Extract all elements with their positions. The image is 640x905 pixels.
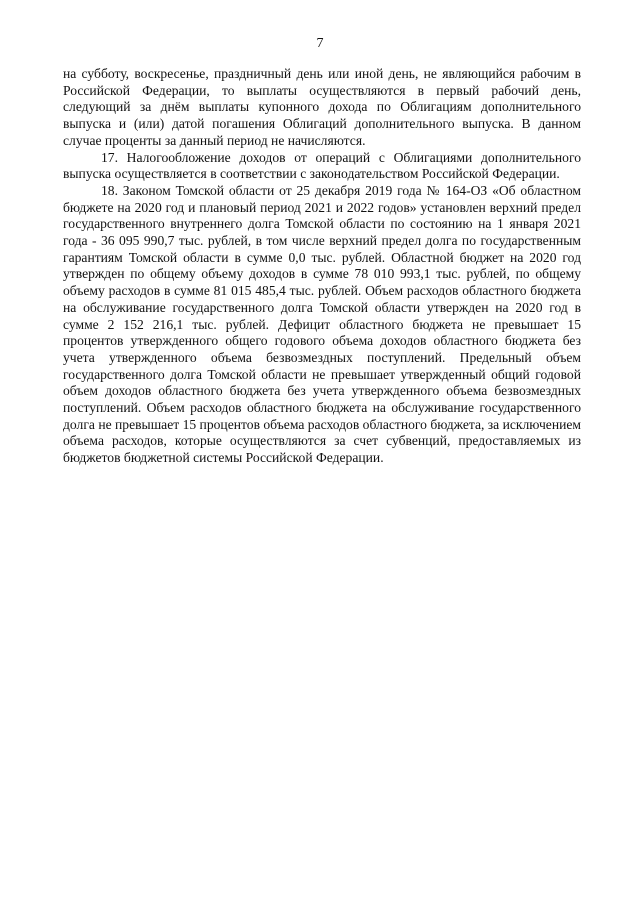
paragraph-continuation: на субботу, воскресенье, праздничный день или иной день, не являющийся рабочим в Российской Федерации, то выплаты осуществляются в первый рабочий день, следующий за днём выплаты купонного дохода по Облигациям дополнительного выпуска и (или) датой погашения Облигаций дополнительного выпуска. В данном случае проценты за данный период не начисляются.: [63, 66, 581, 148]
document-body: [63, 66, 581, 467]
page-number: 7: [316, 36, 324, 51]
paragraph-17-taxation: 17. Налогообложение доходов от операций с Облигациями дополнительного выпуска осуществляется в соответствии с законодательством Российской Федерации.: [63, 149, 581, 182]
paragraph-18-budget-law: 18. Законом Томской области от 25 декабря 2019 года № 164-ОЗ «Об областном бюджете на 2020 год и плановый период 2021 и 2022 годов» установлен верхний предел государственного внутреннего долга Томской области по состоянию на 1 января 2021 года - 36 095 990,7 тыс. рублей, в том числе верхний предел долга по государственным гарантиям Томской области в сумме 0,0 тыс. рублей. Областной бюджет на 2020 год утвержден по общему объему доходов в сумме 78 010 993,1 тыс. рублей, по общему объему расходов в сумме 81 015 485,4 тыс. рублей. Объем расходов областного бюджета на обслуживание государственного долга Томской области утвержден на 2020 год в сумме 2 152 216,1 тыс. рублей. Дефицит областного бюджета не превышает 15 процентов утвержденного общего годового объема доходов областного бюджета без учета утвержденного объема безвозмездных поступлений. Предельный объем государственного долга Томской области не превышает утвержденный общий годовой объем доходов областного бюджета без учета утвержденного объема безвозмездных поступлений. Объем расходов областного бюджета на обслуживание государственного долга не превышает 15 процентов объема расходов областного бюджета, за исключением объема расходов, которые осуществляются за счет субвенций, предоставляемых из бюджетов бюджетной системы Российской Федерации.: [63, 182, 582, 466]
